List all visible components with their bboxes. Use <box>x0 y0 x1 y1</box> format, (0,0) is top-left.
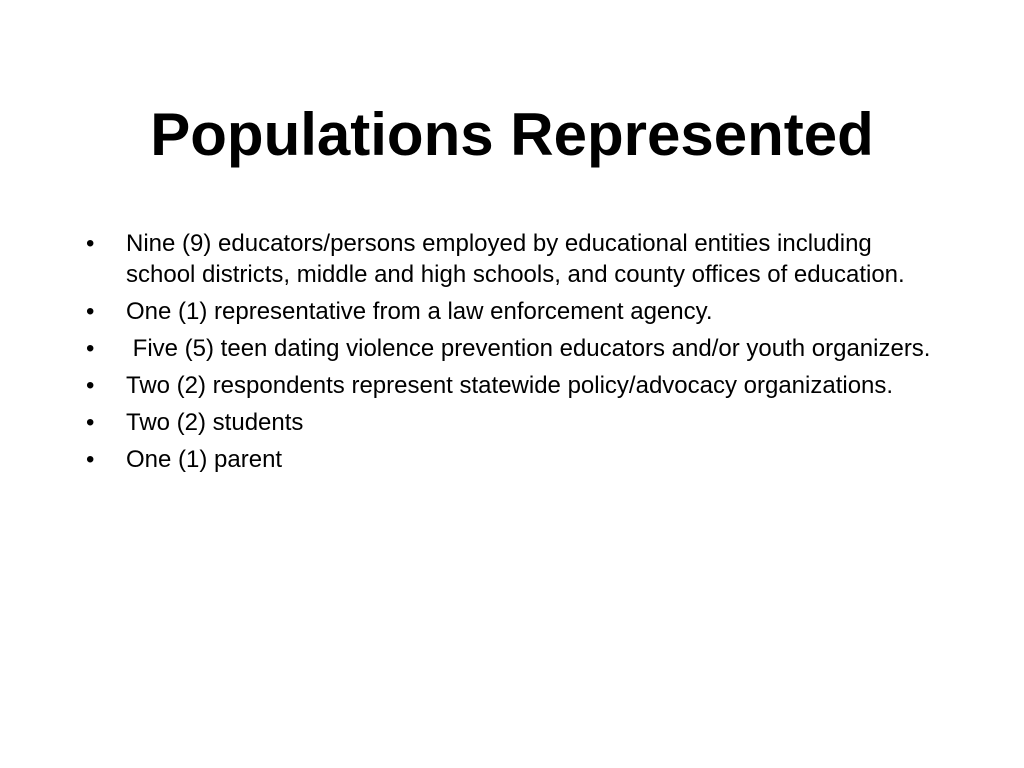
bullet-text: Two (2) respondents represent statewide policy/advocacy organizations. <box>126 372 894 399</box>
list-item <box>80 228 940 290</box>
bullet-icon: • <box>86 230 95 257</box>
bullet-icon: • <box>86 409 95 436</box>
list-item <box>80 296 940 327</box>
bullet-list <box>80 228 940 481</box>
bullet-icon: • <box>86 372 95 399</box>
bullet-text: Five (5) teen dating violence prevention educators and/or youth organizers. <box>126 335 931 362</box>
bullet-text: One (1) parent <box>126 446 283 473</box>
list-item <box>80 333 940 364</box>
bullet-icon: • <box>86 335 95 362</box>
slide-title: Populations Represented <box>150 101 874 168</box>
list-item <box>80 444 940 475</box>
bullet-text: One (1) representative from a law enforcement agency. <box>126 298 713 325</box>
list-item <box>80 370 940 401</box>
bullet-icon: • <box>86 298 95 325</box>
bullet-icon: • <box>86 446 95 473</box>
bullet-text: Nine (9) educators/persons employed by educational entities including school districts, middle and high schools, and county offices of education. <box>126 230 905 288</box>
bullet-text: Two (2) students <box>126 409 304 436</box>
list-item <box>80 407 940 438</box>
